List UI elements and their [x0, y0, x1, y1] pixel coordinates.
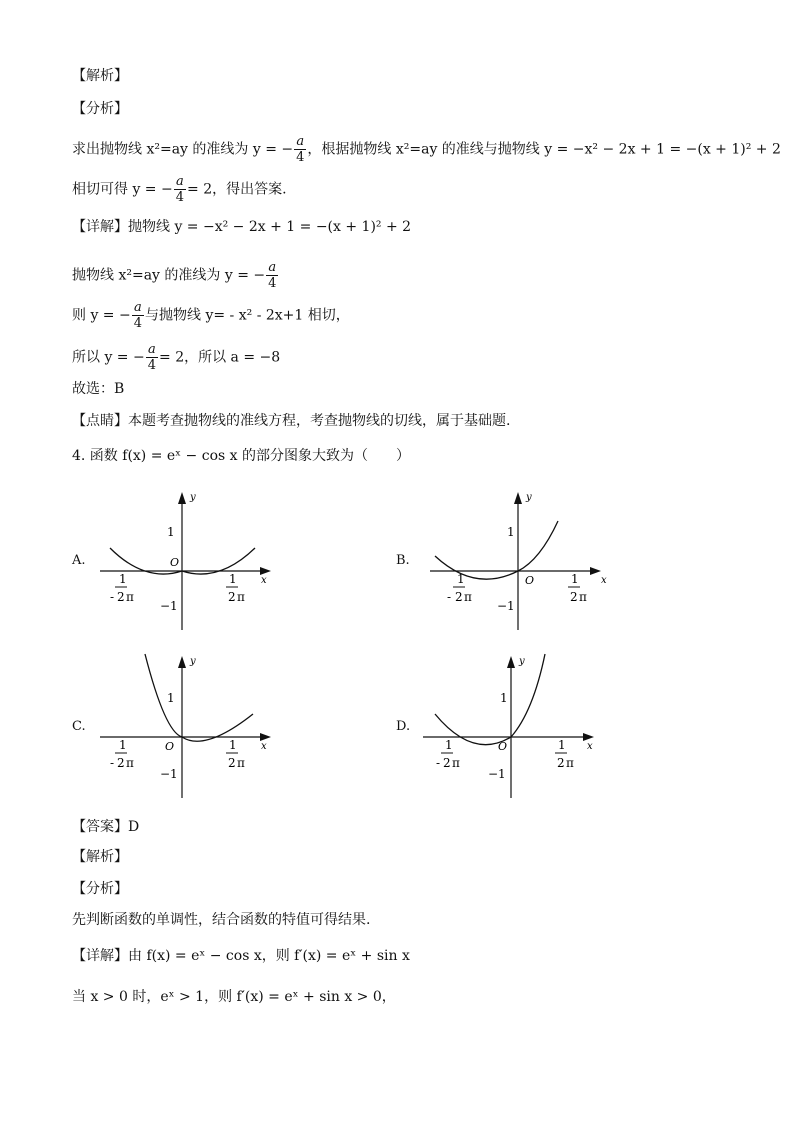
svg-text:-: -: [110, 590, 115, 604]
detail-line-3: 则 y = − $\frac{a}{4}$ 与抛物线 y= - x² - 2x+1 相切，: [72, 300, 350, 331]
detail-line-2: 抛物线 x²=ay 的准线为 y = − $\frac{a}{4}$: [72, 260, 277, 291]
heading-jiexi: 【解析】: [72, 68, 128, 84]
svg-text:1: 1: [229, 572, 237, 586]
svg-text:2: 2: [557, 756, 565, 770]
svg-text:1: 1: [507, 525, 515, 539]
svg-text:2: 2: [455, 590, 463, 604]
svg-text:1: 1: [457, 572, 465, 586]
svg-text:1: 1: [445, 738, 453, 752]
heading-jiexi-2: 【解析】: [72, 849, 128, 865]
option-c-label: C.: [72, 719, 86, 734]
graph-c: [95, 652, 285, 802]
question-4: 4. 函数 f(x) = eˣ − cos x 的部分图象大致为（ ）: [72, 448, 410, 464]
svg-text:-: -: [110, 756, 115, 770]
svg-text:π: π: [126, 590, 134, 604]
svg-text:O: O: [525, 574, 535, 587]
analysis-text-2: 先判断函数的单调性，结合函数的特值可得结果.: [72, 912, 371, 928]
svg-text:2: 2: [117, 590, 125, 604]
svg-text:π: π: [126, 756, 134, 770]
graph-a: [95, 488, 285, 638]
svg-text:O: O: [170, 556, 180, 569]
detail-text-3: 当 x > 0 时，eˣ > 1，则 f′(x) = eˣ + sin x > 0，: [72, 989, 396, 1005]
svg-text:1: 1: [167, 691, 175, 705]
option-a-label: A.: [72, 553, 86, 568]
svg-text:1: 1: [500, 691, 508, 705]
svg-text:y: y: [190, 492, 196, 503]
svg-text:1: 1: [119, 738, 127, 752]
analysis-line-1: 求出抛物线 x²=ay 的准线为 y = − $\frac{a}{4}$ ，根据抛物线 x²=ay 的准线与抛物线 y = −x² − 2x + 1 = −(x + 1)² + 2: [72, 134, 781, 165]
svg-text:O: O: [498, 740, 508, 753]
svg-text:−1: −1: [488, 767, 506, 781]
svg-text:x: x: [261, 575, 267, 586]
svg-text:-: -: [436, 756, 441, 770]
svg-text:y: y: [519, 656, 525, 667]
option-b-label: B.: [396, 553, 410, 568]
svg-text:π: π: [464, 590, 472, 604]
svg-text:x: x: [587, 741, 593, 752]
heading-fenxi: 【分析】: [72, 101, 128, 117]
svg-text:π: π: [579, 590, 587, 604]
graph-b: [425, 488, 615, 638]
svg-text:2: 2: [228, 756, 236, 770]
svg-text:1: 1: [229, 738, 237, 752]
svg-text:2: 2: [228, 590, 236, 604]
svg-text:2: 2: [117, 756, 125, 770]
svg-text:1: 1: [119, 572, 127, 586]
svg-text:-: -: [447, 590, 452, 604]
svg-text:1: 1: [571, 572, 579, 586]
detail-line-1: 【详解】抛物线 y = −x² − 2x + 1 = −(x + 1)² + 2: [72, 219, 412, 235]
svg-text:x: x: [601, 575, 607, 586]
svg-text:y: y: [190, 656, 196, 667]
option-d-label: D.: [396, 719, 411, 734]
remark-line: 【点睛】本题考查抛物线的准线方程，考查抛物线的切线，属于基础题.: [72, 413, 511, 429]
answer-choice: 故选：B: [72, 381, 125, 397]
detail-line-4: 所以 y = − $\frac{a}{4}$ = 2，所以 a = −8: [72, 342, 281, 373]
svg-text:π: π: [452, 756, 460, 770]
answer-line: 【答案】D: [72, 819, 140, 835]
svg-text:2: 2: [443, 756, 451, 770]
svg-text:π: π: [237, 590, 245, 604]
svg-text:1: 1: [558, 738, 566, 752]
analysis-line-2: 相切可得 y = − $\frac{a}{4}$ = 2，得出答案.: [72, 174, 287, 205]
detail-text-2: 【详解】由 f(x) = eˣ − cos x，则 f′(x) = eˣ + sin x: [72, 948, 410, 964]
svg-text:−1: −1: [160, 599, 178, 613]
svg-text:1: 1: [167, 525, 175, 539]
graph-d: [418, 652, 608, 802]
svg-text:−1: −1: [497, 599, 515, 613]
svg-text:−1: −1: [160, 767, 178, 781]
svg-text:y: y: [526, 492, 532, 503]
heading-fenxi-2: 【分析】: [72, 881, 128, 897]
svg-text:x: x: [261, 741, 267, 752]
svg-text:O: O: [165, 740, 175, 753]
svg-text:π: π: [237, 756, 245, 770]
svg-text:π: π: [566, 756, 574, 770]
svg-text:2: 2: [570, 590, 578, 604]
